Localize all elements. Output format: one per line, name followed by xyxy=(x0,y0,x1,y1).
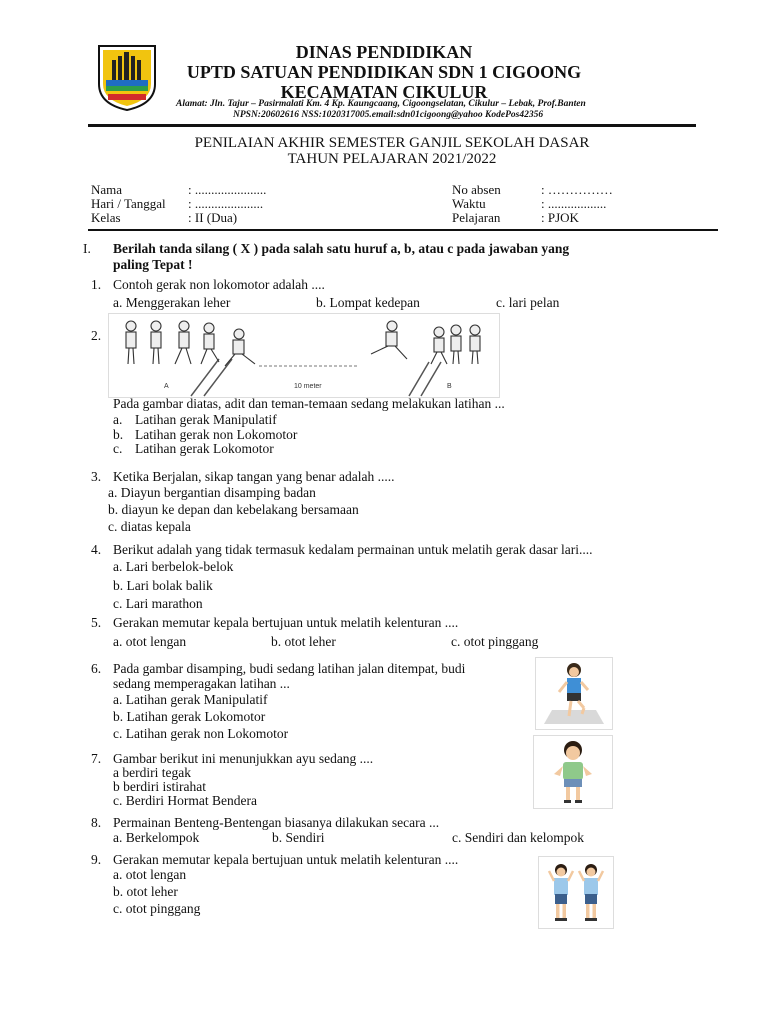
q2-option-a: Latihan gerak Manipulatif xyxy=(135,412,277,427)
q9-option-a: a. otot lengan xyxy=(113,867,187,882)
q7-option-a: a berdiri tegak xyxy=(113,765,191,780)
q5-number: 5. xyxy=(91,615,102,630)
absen-value: : …………… xyxy=(541,182,613,197)
q4-option-c: c. Lari marathon xyxy=(113,596,203,611)
absen-label: No absen xyxy=(452,182,501,197)
waktu-label: Waktu xyxy=(452,196,486,211)
q8-option-b: b. Sendiri xyxy=(272,830,325,845)
q8-text: Permainan Benteng-Bentengan biasanya dilakukan secara ... xyxy=(113,815,440,830)
pelajaran-value: : PJOK xyxy=(541,210,579,225)
q3-option-a: a. Diayun bergantian disamping badan xyxy=(108,485,316,500)
header-agency: DINAS PENDIDIKAN xyxy=(295,42,473,62)
exam-year: TAHUN PELAJARAN 2021/2022 xyxy=(287,151,497,167)
q3-number: 3. xyxy=(91,469,102,484)
q7-option-c: c. Berdiri Hormat Bendera xyxy=(113,793,257,808)
exam-title: PENILAIAN AKHIR SEMESTER GANJIL SEKOLAH DASAR xyxy=(194,135,590,151)
instruction-line2: paling Tepat ! xyxy=(113,257,193,272)
q5-text: Gerakan memutar kepala bertujuan untuk melatih kelenturan .... xyxy=(113,615,459,630)
q9-number: 9. xyxy=(91,852,102,867)
header-address: Alamat: Jln. Tajur – Pasirmalati Km. 4 Kp. Kaungcaang, Cigoongselatan, Cikulur – Lebak, Prof.Banten xyxy=(176,99,586,109)
header-school: UPTD SATUAN PENDIDIKAN SDN 1 CIGOONG xyxy=(186,62,582,82)
relay-run-picture xyxy=(108,313,500,398)
q6-option-a: a. Latihan gerak Manipulatif xyxy=(113,692,268,707)
q8-option-c: c. Sendiri dan kelompok xyxy=(452,830,584,845)
q2-number: 2. xyxy=(91,328,102,343)
q4-number: 4. xyxy=(91,542,102,557)
q2-option-b-letter: b. xyxy=(113,427,124,442)
q9-option-c: c. otot pinggang xyxy=(113,901,201,916)
q6-number: 6. xyxy=(91,661,102,676)
header-district: KECAMATAN CIKULUR xyxy=(280,82,488,102)
q4-option-b: b. Lari bolak balik xyxy=(113,578,213,593)
q2-text: Pada gambar diatas, adit dan teman-temaan sedang melakukan latihan ... xyxy=(113,396,505,411)
q2-option-c-letter: c. xyxy=(113,441,123,456)
q1-option-b: b. Lompat kedepan xyxy=(316,295,420,310)
q1-text: Contoh gerak non lokomotor adalah .... xyxy=(113,277,325,292)
figure-label-a: A xyxy=(164,383,169,390)
q5-option-a: a. otot lengan xyxy=(113,634,187,649)
figure-label-distance: 10 meter xyxy=(294,383,322,390)
q6-text-line1: Pada gambar disamping, budi sedang latihan jalan ditempat, budi xyxy=(113,661,466,676)
instruction-line1: Berilah tanda silang ( X ) pada salah satu huruf a, b, atau c pada jawaban yang xyxy=(113,241,570,256)
q8-option-a: a. Berkelompok xyxy=(113,830,200,845)
q9-text: Gerakan memutar kepala bertujuan untuk melatih kelenturan .... xyxy=(113,852,459,867)
kelas-value: : II (Dua) xyxy=(188,210,238,225)
march-in-place-picture xyxy=(535,657,613,730)
kelas-label: Kelas xyxy=(91,210,121,225)
q3-option-c: c. diatas kepala xyxy=(108,519,191,534)
nama-label: Nama xyxy=(91,182,123,197)
pelajaran-label: Pelajaran xyxy=(452,210,501,225)
hari-value: : ..................... xyxy=(188,196,264,211)
q1-option-a: a. Menggerakan leher xyxy=(113,295,231,310)
q6-option-c: c. Latihan gerak non Lokomotor xyxy=(113,726,289,741)
q1-number: 1. xyxy=(91,277,102,292)
q2-option-c: Latihan gerak Lokomotor xyxy=(135,441,274,456)
q7-text: Gambar berikut ini menunjukkan ayu sedang .... xyxy=(113,751,374,766)
hari-label: Hari / Tanggal xyxy=(91,196,166,211)
nama-value: : ...................... xyxy=(188,182,267,197)
section-number: I. xyxy=(83,241,91,256)
q3-text: Ketika Berjalan, sikap tangan yang benar adalah ..... xyxy=(113,469,395,484)
q5-option-b: b. otot leher xyxy=(271,634,336,649)
q6-text-line2: sedang memperagakan latihan ... xyxy=(113,676,290,691)
header-npsn: NPSN:20602616 NSS:1020317005.email:sdn01cigoong@yahoo KodePos42356 xyxy=(233,110,544,120)
q9-option-b: b. otot leher xyxy=(113,884,178,899)
q7-number: 7. xyxy=(91,751,102,766)
q6-option-b: b. Latihan gerak Lokomotor xyxy=(113,709,266,724)
q1-option-c: c. lari pelan xyxy=(496,295,560,310)
header-divider xyxy=(88,124,696,127)
waktu-value: : .................. xyxy=(541,196,607,211)
q2-option-a-letter: a. xyxy=(113,412,123,427)
identity-divider xyxy=(88,229,718,231)
head-rotation-picture xyxy=(538,856,614,929)
q4-option-a: a. Lari berbelok-belok xyxy=(113,559,234,574)
standing-girl-picture xyxy=(533,735,613,809)
q4-text: Berikut adalah yang tidak termasuk kedalam permainan untuk melatih gerak dasar lari.... xyxy=(113,542,593,557)
figure-label-b: B xyxy=(447,383,452,390)
q8-number: 8. xyxy=(91,815,102,830)
q2-option-b: Latihan gerak non Lokomotor xyxy=(135,427,298,442)
q5-option-c: c. otot pinggang xyxy=(451,634,539,649)
q7-option-b: b berdiri istirahat xyxy=(113,779,206,794)
q3-option-b: b. diayun ke depan dan kebelakang bersamaan xyxy=(108,502,359,517)
